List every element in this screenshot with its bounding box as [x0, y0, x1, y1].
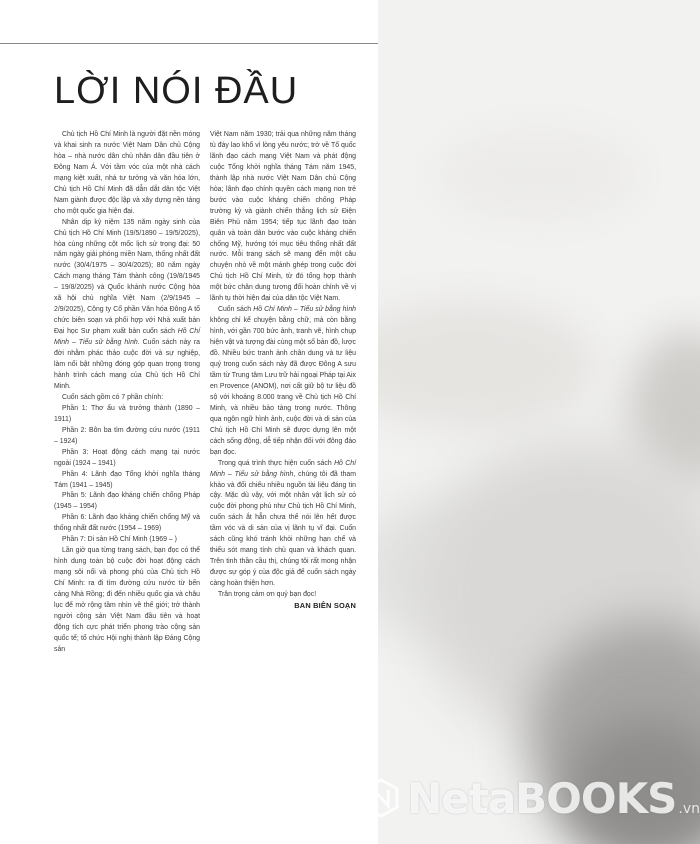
signature: BAN BIÊN SOẠN [294, 600, 356, 610]
list-item: Phần 7: Di sản Hồ Chí Minh (1969 – ) [62, 536, 177, 544]
text-column-left [54, 130, 200, 656]
watermark-brand: NetaBOOKS .vn [407, 773, 700, 823]
text-column-right [210, 130, 356, 656]
list-item: Phần 1: Thơ ấu và trưởng thành (1890 – 1911) [54, 404, 200, 423]
paragraph: Lần giở qua từng trang sách, bạn đọc có thể hình dung toàn bộ cuộc đời hoạt động cách mạng sôi nổi và phong phú của Chủ tịch Hồ Chí Minh: ra đi tìm đường cứu nước từ bến cảng Nhà Rồng; đi đến nhiều quốc gia và châu lục để mở rộng tầm nhìn về thế giới; trở thành người cộng sản Việt Nam đầu tiên và hoạt động tích cực phát triển phong trào cộng sản quốc tế; tổ chức Hội nghị thành lập Đảng Cộng sản [54, 547, 200, 653]
watermark [363, 768, 700, 828]
list-item: Phần 2: Bôn ba tìm đường cứu nước (1911 – 1924) [54, 426, 200, 445]
page-title: LỜI NÓI ĐẦU [54, 70, 299, 112]
list-item: Phần 5: Lãnh đạo kháng chiến chống Pháp (1945 – 1954) [54, 492, 200, 511]
closing-line: Trân trọng cảm ơn quý bạn đọc! [218, 591, 317, 599]
list-item: Phần 6: Lãnh đạo kháng chiến chống Mỹ và thống nhất đất nước (1954 – 1969) [54, 514, 200, 533]
body-text [54, 130, 356, 656]
book-title: Hồ Chí Minh – Tiểu sử bằng hình [54, 328, 200, 347]
list-item: Phần 4: Lãnh đạo Tổng khởi nghĩa tháng Tám (1941 – 1945) [54, 470, 200, 489]
netabooks-logo-icon [363, 771, 399, 825]
paragraph: Việt Nam năm 1930; trải qua những năm tháng tù đày lao khổ vì lòng yêu nước; trở về Tổ quốc lãnh đạo cách mạng Việt Nam và phát động cuộc Tổng khởi nghĩa tháng Tám năm 1945, thành lập nhà nước Việt Nam Dân chủ Cộng hòa; lãnh đạo chính quyền cách mạng non trẻ bước vào cuộc kháng chiến chống Pháp trường kỳ và giành chiến thắng lịch sử Điện Biên Phủ năm 1954; tiếp tục lãnh đạo toàn quân và toàn dân bước vào cuộc kháng chiến chống Mỹ, hướng tới mục tiêu thống nhất đất nước. Mỗi trang sách sẽ mang đến một câu chuyện nhỏ về một mảnh ghép trong cuộc đời Chủ tịch Hồ Chí Minh, từ đó tổng hợp thành một bức chân dung tương đối hoàn chỉnh về vị lãnh tụ thời hiện đại của dân tộc Việt Nam. [210, 131, 356, 303]
blurred-photo [378, 0, 700, 844]
book-title: Hồ Chí Minh – Tiểu sử bằng hình [210, 459, 356, 478]
book-title: Hồ Chí Minh – Tiểu sử bằng hình [253, 306, 356, 314]
paragraph: Nhân dịp kỷ niệm 135 năm ngày sinh của Chủ tịch Hồ Chí Minh (19/5/1890 – 19/5/2025), hòa cùng những cột mốc lịch sử trọng đại: 50 năm ngày giải phóng miền Nam, thống nhất đất nước (30/4/1975 – 30/4/2025); 80 năm ngày Cách mạng tháng Tám thành công (19/8/1945 – 19/8/2025) và Quốc khánh nước Cộng hòa xã hội chủ nghĩa Việt Nam (2/9/1945 – 2/9/2025), Công ty Cổ phần Văn hóa Đông A tổ chức biên soạn và phối hợp với Nhà xuất bản Đại học Sư phạm xuất bản cuốn sách Hồ Chí Minh – Tiểu sử bằng hình. Cuốn sách này ra đời nhằm phác thảo cuộc đời và sự nghiệp, làm nổi bật những đóng góp quan trọng trong hành trình cách mạng của Chủ tịch Hồ Chí Minh. [54, 218, 200, 390]
paragraph: Cuốn sách Hồ Chí Minh – Tiểu sử bằng hình không chỉ kể chuyện bằng chữ, mà còn bằng hình, với gần 700 bức ảnh, tranh vẽ, hình chụp hiện vật và tượng đài cùng một số bản đồ, lược đồ. Nhiều bức tranh ảnh chân dung và tư liệu quý trong cuốn sách này đã được Đông A sưu tầm từ Trung tâm Lưu trữ hải ngoại Pháp tại Aix en Provence (ANOM), nơi cất giữ bộ tư liệu đồ sộ với khoảng 8.000 trang về Chủ tịch Hồ Chí Minh, và nhiều bảo tàng trong nước. Thông qua ngôn ngữ hình ảnh, cuộc đời và di sản của Chủ tịch Hồ Chí Minh sẽ được dựng lên một cách sống động, dễ tiếp nhận đối với đông đảo bạn đọc. [210, 306, 356, 456]
paragraph: Trong quá trình thực hiện cuốn sách Hồ Chí Minh – Tiểu sử bằng hình, chúng tôi đã tham khảo và đối chiếu nhiều nguồn tài liệu đáng tin cậy. Mặc dù vậy, với một nhân vật lịch sử có cuộc đời phong phú như Chủ tịch Hồ Chí Minh, cuốn sách ắt hẳn chưa thể nói lên hết được tầm vóc và di sản của vị lãnh tụ vĩ đại. Cuốn sách cũng khó tránh khỏi những hạn chế và thiếu sót mang tính chủ quan và khách quan. Trên tinh thần cầu thị, chúng tôi rất mong nhận được sự góp ý của độc giả để cuốn sách ngày càng hoàn thiện hơn. [210, 459, 356, 588]
paragraph: Chủ tịch Hồ Chí Minh là người đặt nền móng và khai sinh ra nước Việt Nam Dân chủ Cộng hòa – nhà nước dân chủ nhân dân đầu tiên ở Đông Nam Á. Với tầm vóc của một nhà cách mạng kiệt xuất, nhà tư tưởng và văn hóa lớn, Chủ tịch Hồ Chí Minh đã dẫn dắt dân tộc Việt Nam giành được độc lập và xây dựng nền tảng cho một quốc gia hiện đại. [54, 131, 200, 215]
paragraph: Cuốn sách gồm có 7 phần chính: [62, 393, 164, 401]
list-item: Phần 3: Hoạt động cách mạng tại nước ngoài (1924 – 1941) [54, 448, 200, 467]
top-divider [0, 43, 378, 44]
